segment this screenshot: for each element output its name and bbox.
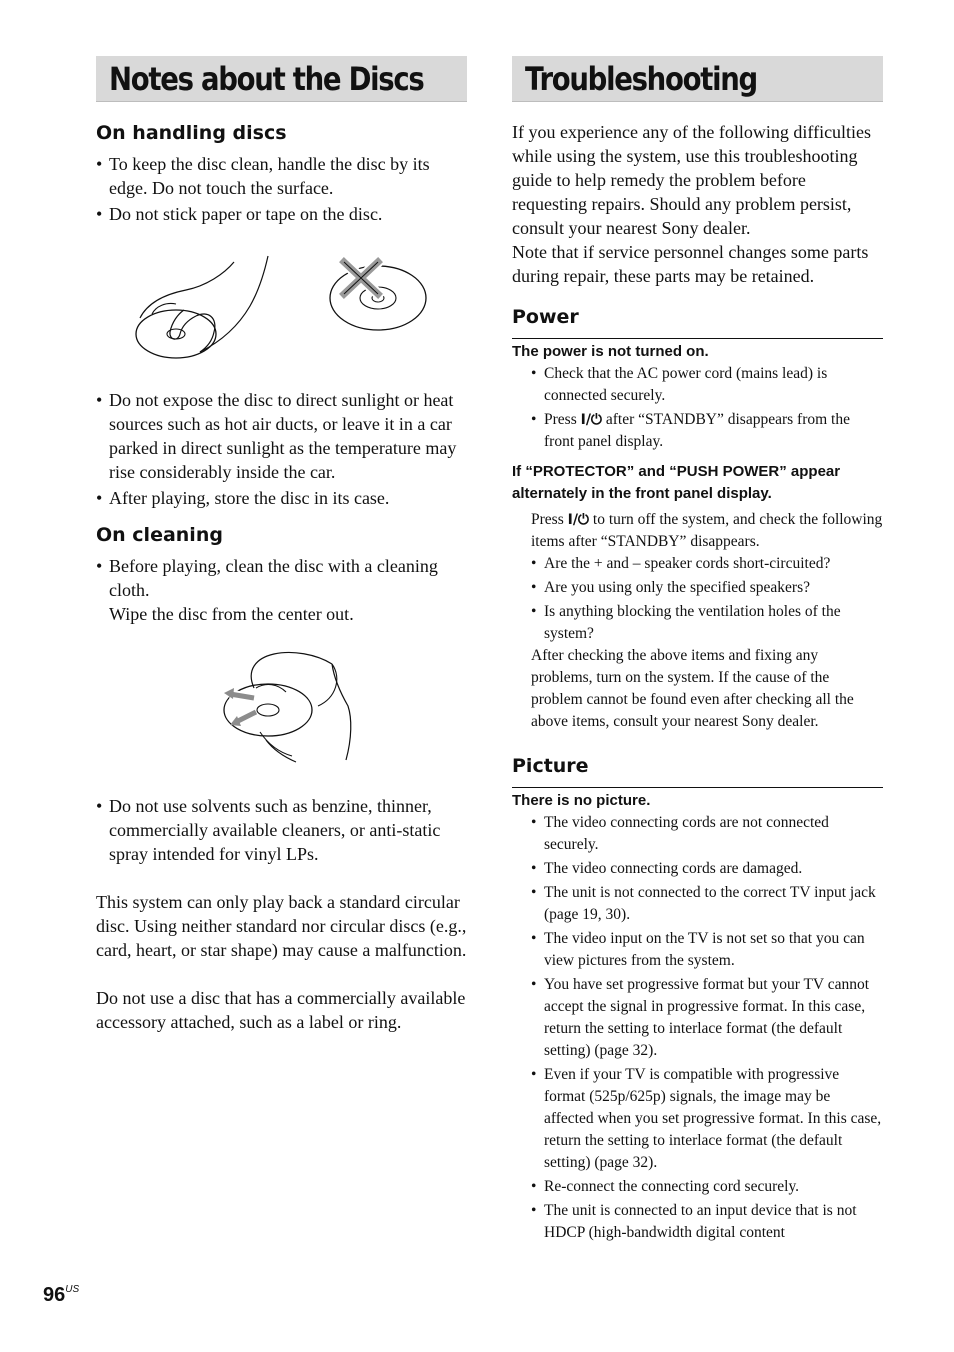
- list-item: [531, 409, 883, 453]
- list-item-text: Press: [544, 411, 581, 428]
- list-item: • The unit is connected to an input device that is not HDCP (high-bandwidth digital content: [531, 1200, 883, 1244]
- handling-list: [96, 152, 468, 226]
- list-item: • The video connecting cords are not connected securely.: [531, 812, 883, 856]
- section-title-banner: [512, 56, 883, 102]
- disc-cleaning-icon: [96, 648, 468, 768]
- list-item: • You have set progressive format but your TV cannot accept the signal in progressive format. In this case, return the setting to interlace format (the default setting) (page 32).: [531, 974, 883, 1062]
- list-item: • Do not expose the disc to direct sunlight or heat sources such as hot air ducts, or leave it in a car parked in direct sunlight as the temperature may rise considerably inside the car.: [96, 388, 468, 484]
- list-item-continuation: Wipe the disc from the center out.: [109, 604, 354, 624]
- list-item: • Do not stick paper or tape on the disc.: [96, 202, 468, 226]
- page-number-value: 96: [43, 1284, 66, 1306]
- intro-paragraph: Note that if service personnel changes some parts during repair, these parts may be retained.: [512, 242, 869, 286]
- disc-cleaning-illustration: [96, 648, 468, 768]
- list-item: • After playing, store the disc in its case.: [96, 486, 468, 510]
- list-item-text: • Before playing, clean the disc with a cleaning cloth.: [109, 556, 438, 600]
- list-item: • The video input on the TV is not set so that you can view pictures from the system.: [531, 928, 883, 972]
- list-item: • Check that the AC power cord (mains lead) is connected securely.: [531, 363, 883, 407]
- region-code: US: [65, 1284, 80, 1295]
- list-item: • The video connecting cords are damaged.: [531, 858, 883, 880]
- list-item: • Are you using only the specified speakers?: [531, 577, 883, 599]
- list-item: • Even if your TV is compatible with progressive format (525p/625p) signals, the image may be affected when you set progressive format. In this case, return the setting to interlace format (the default setting) (page 32).: [531, 1064, 883, 1174]
- list-item: • Re-connect the connecting cord securely.: [531, 1176, 883, 1198]
- issue-heading: If “PROTECTOR” and “PUSH POWER” appear alternately in the front panel display.: [512, 463, 841, 502]
- section-title: Notes about the Discs: [109, 60, 424, 98]
- power-heading: Power: [512, 306, 579, 328]
- list-item: • The unit is not connected to the correct TV input jack (page 19, 30).: [531, 882, 883, 926]
- issue-text: After checking the above items and fixing any problems, turn on the system. If the cause of the problem cannot be found even after checking all the above items, consult your nearest Sony dealer.: [531, 647, 854, 730]
- list-item: • Is anything blocking the ventilation holes of the system?: [531, 601, 883, 645]
- list-item: • To keep the disc clean, handle the disc by its edge. Do not touch the surface.: [96, 152, 468, 200]
- solvent-list: [96, 794, 468, 866]
- section-title-banner: [96, 56, 467, 102]
- list-item: [96, 554, 468, 626]
- issue-text: [512, 509, 883, 553]
- disc-handling-icon: [96, 244, 468, 376]
- intro-paragraph: If you experience any of the following difficulties while using the system, use this troubleshooting guide to help remedy the problem before requesting repairs. Should any problem persist, consult your nearest Sony dealer.: [512, 122, 872, 238]
- paragraph: Do not use a disc that has a commercially available accessory attached, such as a label or ring.: [96, 988, 466, 1032]
- list-item-text: after “STANDBY” disappears from the front panel display.: [544, 411, 850, 450]
- issue-text-part: to turn off the system, and check the following items after “STANDBY” disappears.: [531, 511, 883, 550]
- issue-list: [512, 363, 883, 453]
- divider: [512, 338, 883, 339]
- section-title: Troubleshooting: [525, 60, 757, 98]
- cleaning-heading: On cleaning: [96, 524, 223, 546]
- issue-list: [512, 812, 883, 1244]
- list-item: • Are the + and – speaker cords short-circuited?: [531, 553, 883, 575]
- disc-handling-illustration: [96, 244, 468, 376]
- power-symbol: I/⏻: [567, 512, 590, 528]
- storage-list: [96, 388, 468, 510]
- right-column: [512, 120, 883, 1244]
- cleaning-list: [96, 554, 468, 626]
- paragraph: This system can only play back a standard circular disc. Using neither standard nor circular discs (e.g., card, heart, or star shape) may cause a malfunction.: [96, 892, 467, 960]
- issue-heading: The power is not turned on.: [512, 343, 709, 360]
- issue-list: [512, 553, 883, 645]
- issue-text-part: Press: [531, 511, 568, 528]
- power-symbol: I/⏻: [580, 412, 603, 428]
- left-column: [96, 120, 468, 1034]
- picture-heading: Picture: [512, 755, 589, 777]
- divider: [512, 787, 883, 788]
- list-item: • Do not use solvents such as benzine, thinner, commercially available cleaners, or anti-static spray intended for vinyl LPs.: [96, 794, 468, 866]
- issue-heading: There is no picture.: [512, 792, 651, 809]
- handling-heading: On handling discs: [96, 122, 287, 144]
- page-number: [43, 1284, 79, 1307]
